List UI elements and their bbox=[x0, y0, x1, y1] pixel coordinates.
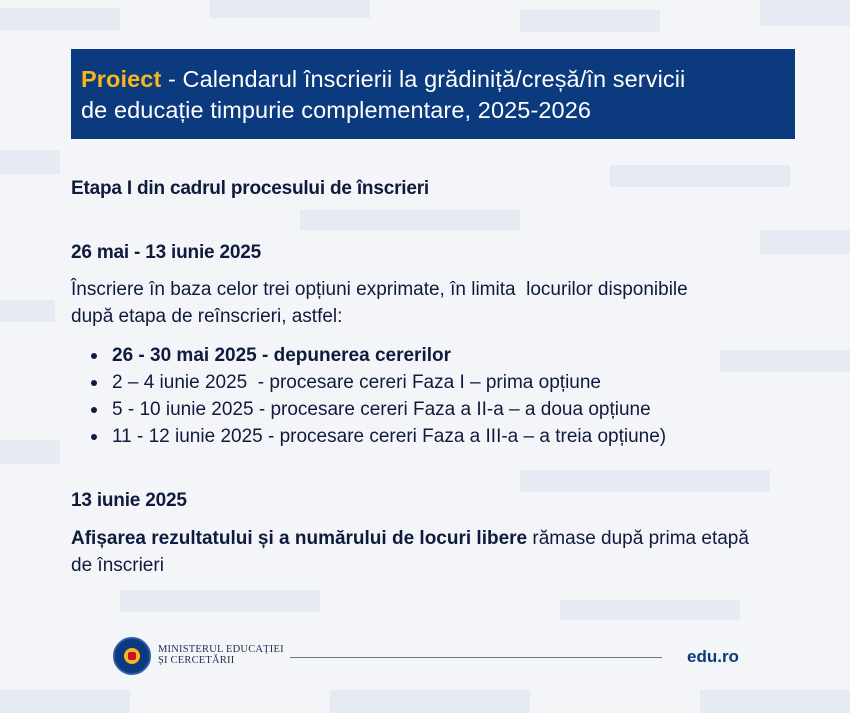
title-banner bbox=[71, 49, 795, 139]
period2-description-line-2: de înscrieri bbox=[71, 555, 164, 576]
period2-bold-text: Afișarea rezultatului și a numărului de locuri libere bbox=[71, 528, 528, 549]
period1-description-line-2: după etapa de reînscrieri, astfel: bbox=[71, 306, 343, 327]
website-link[interactable]: edu.ro bbox=[687, 647, 739, 666]
list-item: 26 - 30 mai 2025 - depunerea cererilor bbox=[71, 342, 666, 369]
period2-rest-text: rămase după prima etapă bbox=[527, 528, 749, 549]
footer bbox=[0, 630, 850, 690]
ministry-name bbox=[158, 644, 284, 666]
ministry-name-line-1: MINISTERUL EDUCAȚIEI bbox=[158, 644, 284, 655]
list-item: 2 – 4 iunie 2025 - procesare cereri Faza I – prima opțiune bbox=[71, 369, 666, 396]
title-line-2: de educație timpurie complementare, 2025-2026 bbox=[81, 97, 592, 123]
seal-inner bbox=[124, 648, 140, 664]
phase-list bbox=[71, 342, 666, 450]
ministry-name-line-2: ȘI CERCETĂRII bbox=[158, 655, 235, 666]
period1-date: 26 mai - 13 iunie 2025 bbox=[71, 242, 261, 263]
ministry-seal-icon bbox=[113, 637, 151, 675]
stage-heading: Etapa I din cadrul procesului de înscrieri bbox=[71, 178, 429, 199]
list-item: 5 - 10 iunie 2025 - procesare cereri Faza a II-a – a doua opțiune bbox=[71, 396, 666, 423]
period2-description bbox=[71, 525, 806, 579]
period2-description-line-1 bbox=[71, 525, 806, 552]
period1-description-line-1: Înscriere în baza celor trei opțiuni exprimate, în limita locurilor disponibile bbox=[71, 279, 688, 300]
footer-divider bbox=[290, 657, 662, 658]
period2-date: 13 iunie 2025 bbox=[71, 490, 187, 511]
period1-description bbox=[71, 276, 801, 330]
title-accent: Proiect bbox=[81, 66, 162, 92]
title-text-1: - Calendarul înscrierii la grădiniță/creșă/în servicii bbox=[161, 66, 686, 92]
seal-core bbox=[128, 652, 136, 660]
list-item: 11 - 12 iunie 2025 - procesare cereri Faza a III-a – a treia opțiune) bbox=[71, 423, 666, 450]
title-line-1 bbox=[81, 64, 785, 95]
